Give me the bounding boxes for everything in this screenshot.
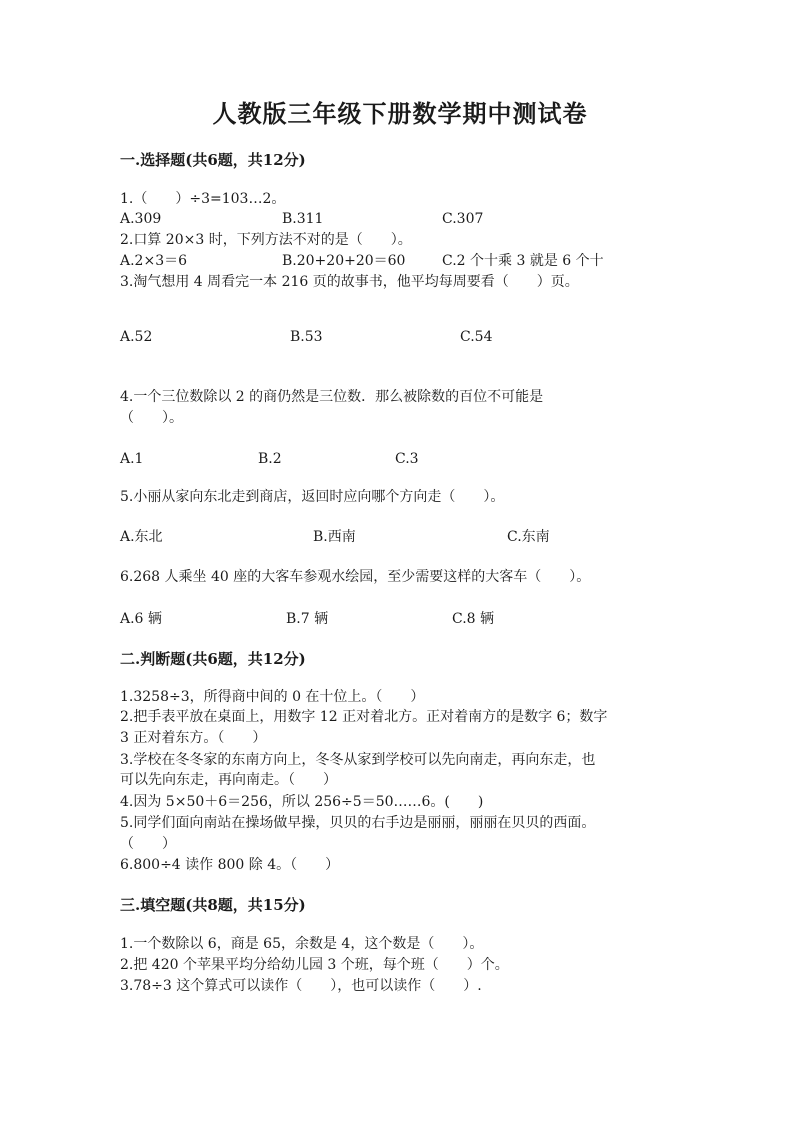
option-c: C.307 — [442, 211, 484, 227]
option-b: B.7 辆 — [286, 611, 329, 627]
statement-line: 5.同学们面向南站在操场做早操，贝贝的右手边是丽丽，丽丽在贝贝的西面。 — [120, 815, 596, 831]
statement-line: 6.800÷4 读作 800 除 4。（ ） — [120, 857, 340, 873]
section-heading-choice: 一.选择题(共6题，共12分) — [120, 151, 306, 169]
option-a: A.东北 — [120, 529, 163, 545]
option-a: A.6 辆 — [120, 611, 162, 627]
fill-blank-line: 2.把 420 个苹果平均分给幼儿园 3 个班，每个班（ ）个。 — [120, 957, 509, 973]
option-c: C.54 — [460, 329, 493, 345]
statement-line: 3.学校在冬冬家的东南方向上，冬冬从家到学校可以先向南走，再向东走，也 — [120, 752, 596, 768]
option-c: C.8 辆 — [452, 611, 495, 627]
statement-line: 2.把手表平放在桌面上，用数字 12 正对着北方。正对着南方的是数字 6；数字 — [120, 709, 608, 725]
page-title: 人教版三年级下册数学期中测试卷 — [212, 99, 588, 128]
option-a: A.1 — [120, 451, 144, 467]
option-b: B.西南 — [313, 529, 356, 545]
fill-blank-line: 3.78÷3 这个算式可以读作（ ），也可以读作（ ）. — [120, 978, 482, 994]
section-heading-judgment: 二.判断题(共6题，共12分) — [120, 650, 306, 668]
option-b: B.311 — [282, 211, 324, 227]
option-a: A.309 — [120, 211, 162, 227]
question-text: 1.（ ）÷3=103…2。 — [120, 191, 286, 207]
statement-line: 4.因为 5×50＋6＝256，所以 256÷5＝50……6。( ) — [120, 794, 484, 810]
section-heading-fill-blank: 三.填空题(共8题，共15分) — [120, 896, 306, 914]
question-text: 3.淘气想用 4 周看完一本 216 页的故事书，他平均每周要看（ ）页。 — [120, 274, 579, 290]
statement-line: 可以先向东走，再向南走。（ ） — [120, 772, 337, 788]
option-c: C.3 — [395, 451, 419, 467]
option-b: B.2 — [258, 451, 282, 467]
statement-line: （ ） — [120, 836, 176, 852]
question-text: 6.268 人乘坐 40 座的大客车参观水绘园，至少需要这样的大客车（ ）。 — [120, 569, 591, 585]
option-b: B.53 — [290, 329, 323, 345]
option-b: B.20+20+20＝60 — [282, 253, 406, 269]
question-text-line-1: 4.一个三位数除以 2 的商仍然是三位数．那么被除数的百位不可能是 — [120, 389, 544, 405]
question-text-line-2: （ ）。 — [120, 410, 183, 426]
option-a: A.52 — [120, 329, 153, 345]
statement-line: 3 正对着东方。（ ） — [120, 730, 267, 746]
fill-blank-line: 1.一个数除以 6，商是 65，余数是 4，这个数是（ ）。 — [120, 936, 484, 952]
question-text: 2.口算 20×3 时，下列方法不对的是（ ）。 — [120, 232, 412, 248]
option-c: C.东南 — [507, 529, 550, 545]
question-text: 5.小丽从家向东北走到商店，返回时应向哪个方向走（ ）。 — [120, 489, 505, 505]
option-a: A.2×3＝6 — [120, 253, 188, 269]
statement-line: 1.3258÷3，所得商中间的 0 在十位上。（ ） — [120, 689, 425, 705]
option-c: C.2 个十乘 3 就是 6 个十 — [442, 253, 604, 269]
